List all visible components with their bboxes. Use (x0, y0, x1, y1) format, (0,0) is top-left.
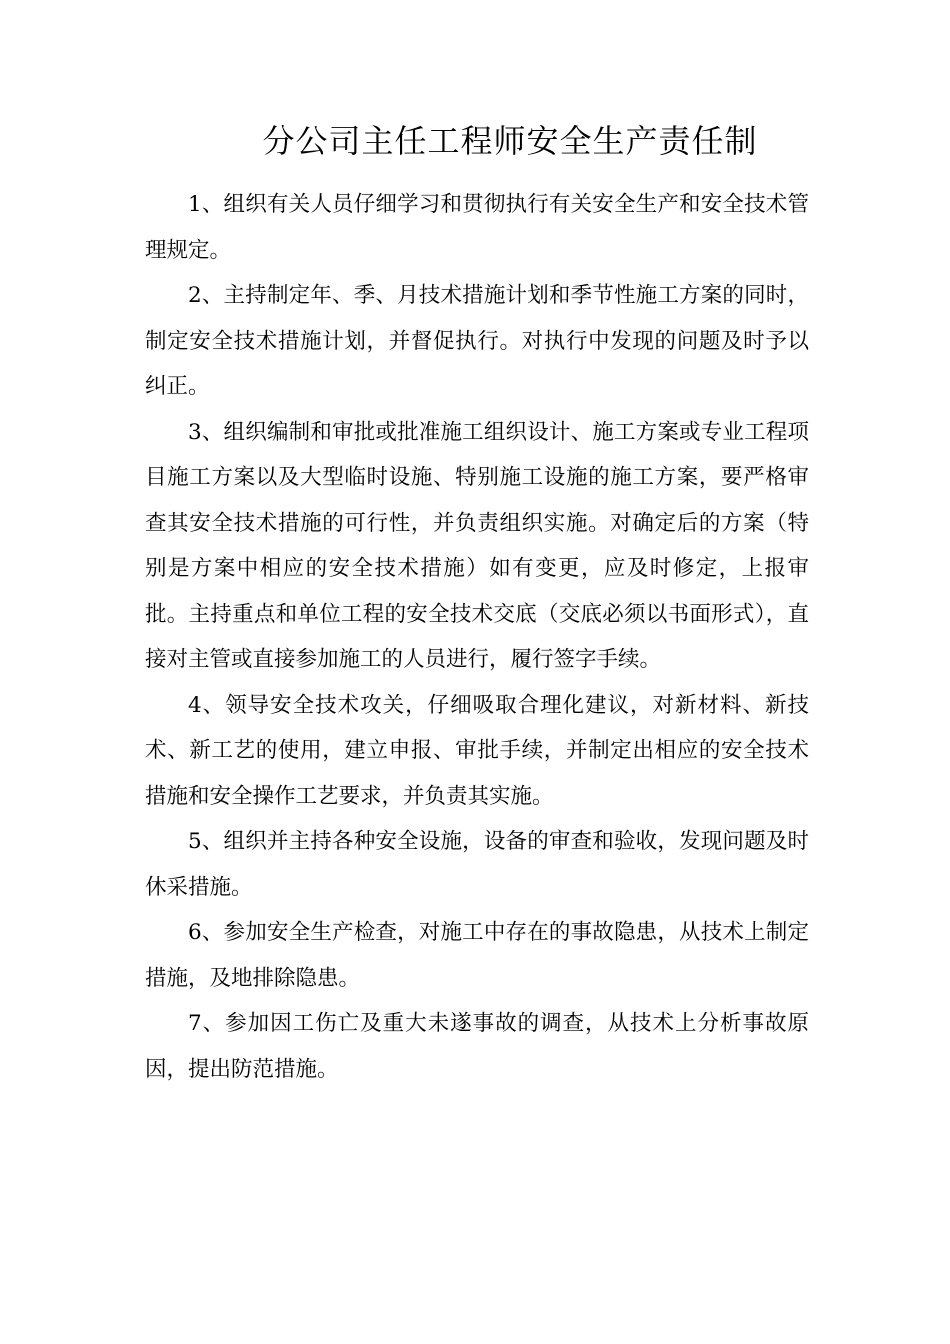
paragraph-4: 4、领导安全技术攻关，仔细吸取合理化建议，对新材料、新技术、新工艺的使用，建立申报、审批手续，并制定出相应的安全技术措施和安全操作工艺要求，并负责其实施。 (145, 692, 809, 809)
paragraph-1: 1、组织有关人员仔细学习和贯彻执行有关安全生产和安全技术管理规定。 (145, 192, 809, 263)
paragraph-5: 5、组织并主持各种安全设施，设备的审查和验收，发现问题及时休采措施。 (145, 829, 809, 900)
paragraph-2: 2、主持制定年、季、月技术措施计划和季节性施工方案的同时，制定安全技术措施计划，并督促执行。对执行中发现的问题及时予以纠正。 (145, 283, 809, 399)
paragraph-7: 7、参加因工伤亡及重大未遂事故的调查，从技术上分析事故原因，提出防范措施。 (145, 1011, 809, 1082)
paragraph-6: 6、参加安全生产检查，对施工中存在的事故隐患，从技术上制定措施，及地排除隐患。 (145, 920, 809, 991)
document-body (145, 182, 809, 1092)
document-title: 分公司主任工程师安全生产责任制 (262, 122, 758, 160)
paragraph-3: 3、组织编制和审批或批准施工组织设计、施工方案或专业工程项目施工方案以及大型临时设施、特别施工设施的施工方案，要严格审查其安全技术措施的可行性，并负责组织实施。对确定后的方案（特别是方案中相应的安全技术措施）如有变更，应及时修定，上报审批。主持重点和单位工程的安全技术交底（交底必须以书面形式），直接对主管或直接参加施工的人员进行，履行签字手续。 (145, 419, 809, 672)
